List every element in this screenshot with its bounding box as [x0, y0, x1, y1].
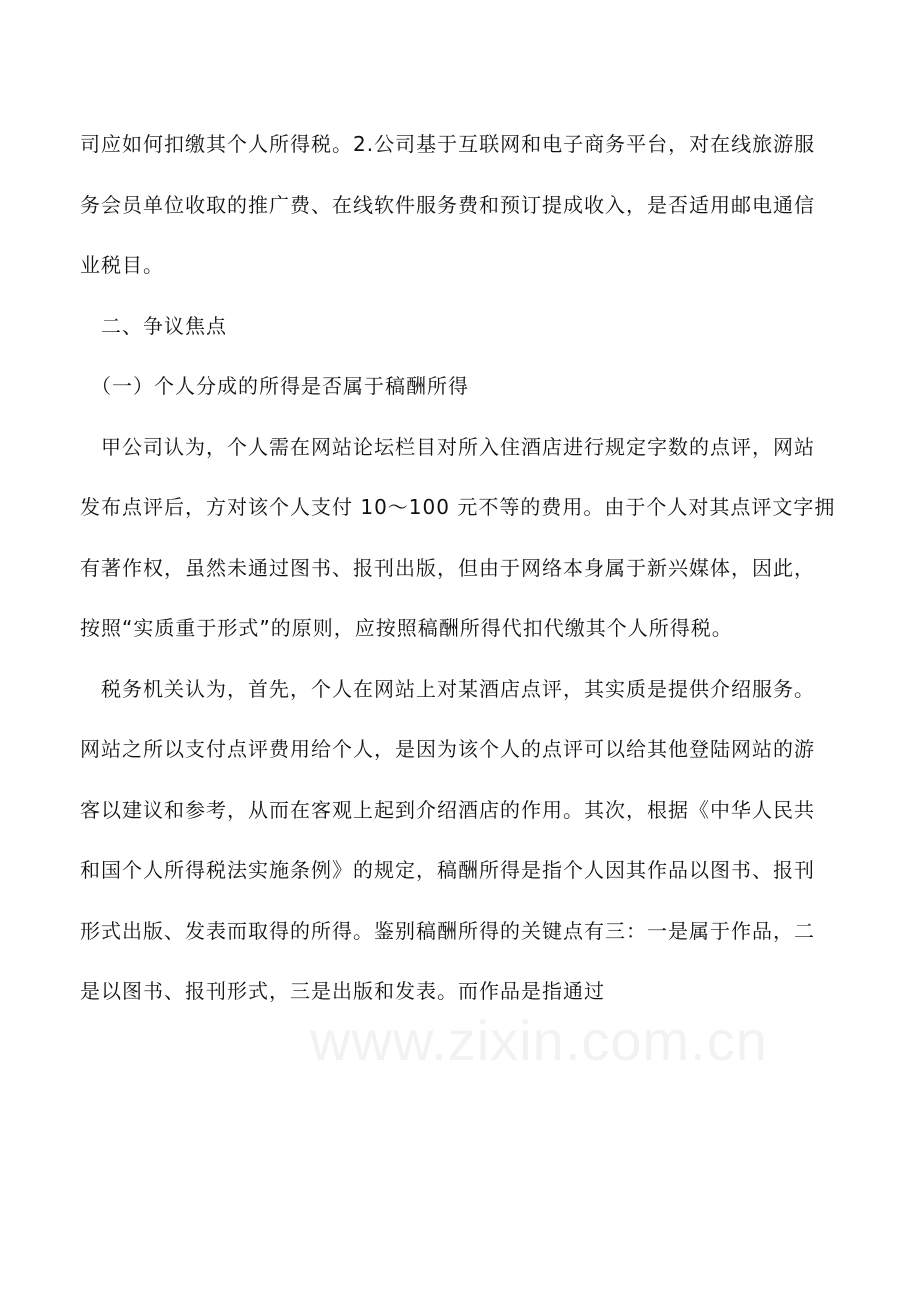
section-heading: 二、争议焦点: [80, 313, 227, 338]
subsection-heading: （一）个人分成的所得是否属于稿酬所得: [80, 374, 469, 398]
watermark: www.zixin.com.cn: [310, 1009, 768, 1072]
text-line: 司应如何扣缴其个人所得税。2.公司基于互联网和电子商务平台，对在线旅游服: [80, 132, 816, 156]
text-line: 发布点评后，方对该个人支付 10～100 元不等的费用。由于个人对其点评文字拥: [80, 495, 836, 519]
text-line: 税务机关认为，首先，个人在网站上对某酒店点评，其实质是提供介绍服务。: [80, 676, 815, 701]
document-body: [80, 118, 844, 1026]
text-line: 业税目。: [80, 253, 164, 277]
text-line: 按照“实质重于形式”的原则，应按照稿酬所得代扣代缴其个人所得税。: [80, 616, 733, 640]
text-line: 网站之所以支付点评费用给个人，是因为该个人的点评可以给其他登陆网站的游: [80, 737, 815, 761]
text-line: 客以建议和参考，从而在客观上起到介绍酒店的作用。其次，根据《中华人民共: [80, 797, 815, 822]
text-line: 有著作权，虽然未通过图书、报刊出版，但由于网络本身属于新兴媒体，因此，: [80, 555, 815, 580]
text-line: 务会员单位收取的推广费、在线软件服务费和预订提成收入，是否适用邮电通信: [80, 192, 815, 217]
text-line: 和国个人所得税法实施条例》的规定，稿酬所得是指个人因其作品以图书、报刊: [80, 858, 815, 882]
text-line: 甲公司认为，个人需在网站论坛栏目对所入住酒店进行规定字数的点评，网站: [80, 434, 815, 459]
text-line: 是以图书、报刊形式，三是出版和发表。而作品是指通过: [80, 979, 605, 1003]
text-line: 形式出版、发表而取得的所得。鉴别稿酬所得的关键点有三：一是属于作品，二: [80, 918, 815, 943]
